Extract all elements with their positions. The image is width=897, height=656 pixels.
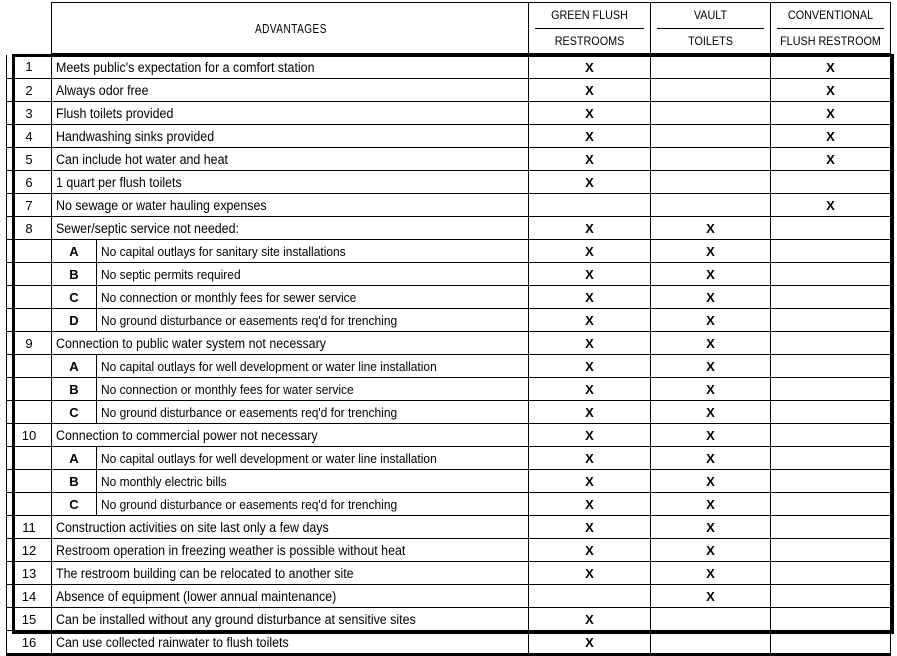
- table-row: [7, 263, 891, 286]
- row-text: Can be installed without any ground disturbance at sensitive sites: [56, 611, 416, 627]
- row-number-cell: 4: [7, 125, 52, 148]
- header-conventional-line2: FLUSH RESTROOM: [780, 34, 881, 48]
- row-letter-cell: A: [52, 355, 97, 378]
- row-text-cell: [52, 562, 529, 585]
- header-col-green-flush: [529, 3, 651, 55]
- row-text: Connection to public water system not necessary: [56, 335, 326, 351]
- mark-cell-green-flush: X: [529, 493, 651, 516]
- mark-cell-vault: X: [651, 401, 771, 424]
- row-number-cell: 15: [7, 608, 52, 631]
- advantages-comparison-table: [6, 2, 891, 656]
- row-number-cell: 11: [7, 516, 52, 539]
- row-text-cell: [52, 424, 529, 447]
- mark-cell-vault: [651, 171, 771, 194]
- row-text: No capital outlays for well development or water line installation: [101, 450, 437, 466]
- mark-cell-conventional: [771, 378, 891, 401]
- row-text: 1 quart per flush toilets: [56, 174, 182, 190]
- table-row: [7, 562, 891, 585]
- mark-cell-conventional: X: [771, 194, 891, 217]
- mark-cell-green-flush: X: [529, 447, 651, 470]
- row-text-cell: [97, 470, 529, 493]
- mark-cell-vault: X: [651, 585, 771, 608]
- table-row: [7, 332, 891, 355]
- row-number-cell: [7, 286, 52, 309]
- comparison-table-container: [6, 2, 891, 650]
- mark-cell-green-flush: X: [529, 263, 651, 286]
- row-letter-cell: B: [52, 470, 97, 493]
- header-col-conventional: [771, 3, 891, 55]
- mark-cell-conventional: X: [771, 55, 891, 79]
- mark-cell-conventional: [771, 217, 891, 240]
- header-row: [7, 3, 891, 55]
- mark-cell-vault: X: [651, 355, 771, 378]
- row-number-cell: 6: [7, 171, 52, 194]
- row-letter-cell: D: [52, 309, 97, 332]
- mark-cell-green-flush: X: [529, 217, 651, 240]
- table-row: [7, 171, 891, 194]
- mark-cell-conventional: [771, 562, 891, 585]
- table-row: [7, 194, 891, 217]
- mark-cell-conventional: [771, 263, 891, 286]
- table-row: [7, 102, 891, 125]
- row-number-cell: [7, 263, 52, 286]
- row-text-cell: [97, 378, 529, 401]
- row-letter-cell: C: [52, 286, 97, 309]
- mark-cell-vault: [651, 631, 771, 655]
- header-corner-spacer: [7, 3, 52, 55]
- row-number-cell: 8: [7, 217, 52, 240]
- mark-cell-vault: [651, 79, 771, 102]
- mark-cell-conventional: [771, 539, 891, 562]
- mark-cell-conventional: X: [771, 79, 891, 102]
- table-row: [7, 217, 891, 240]
- mark-cell-vault: X: [651, 263, 771, 286]
- row-text: Handwashing sinks provided: [56, 128, 215, 144]
- header-advantages-cell: [80, 3, 500, 55]
- table-row: [7, 240, 891, 263]
- table-row: [7, 55, 891, 79]
- row-number-cell: [7, 447, 52, 470]
- row-text: Connection to commercial power not necessary: [56, 427, 318, 443]
- row-text: No monthly electric bills: [101, 473, 227, 489]
- mark-cell-green-flush: X: [529, 378, 651, 401]
- row-text: No ground disturbance or easements req'd for trenching: [101, 404, 398, 420]
- mark-cell-green-flush: X: [529, 631, 651, 655]
- row-text-cell: [52, 516, 529, 539]
- row-text: The restroom building can be relocated to another site: [56, 565, 354, 581]
- row-text: Absence of equipment (lower annual maintenance): [56, 588, 337, 604]
- mark-cell-vault: X: [651, 447, 771, 470]
- mark-cell-conventional: [771, 332, 891, 355]
- header-green-flush-line2: RESTROOMS: [554, 34, 625, 48]
- mark-cell-conventional: [771, 608, 891, 631]
- table-row: [7, 516, 891, 539]
- table-body: [7, 55, 891, 655]
- mark-cell-vault: [651, 148, 771, 171]
- table-row: [7, 309, 891, 332]
- row-text-cell: [97, 263, 529, 286]
- row-letter-cell: B: [52, 263, 97, 286]
- row-number-cell: 14: [7, 585, 52, 608]
- mark-cell-green-flush: X: [529, 562, 651, 585]
- mark-cell-green-flush: X: [529, 424, 651, 447]
- mark-cell-vault: X: [651, 240, 771, 263]
- mark-cell-conventional: [771, 447, 891, 470]
- row-text-cell: [52, 194, 529, 217]
- row-text-cell: [97, 401, 529, 424]
- mark-cell-green-flush: X: [529, 286, 651, 309]
- row-text: Always odor free: [56, 82, 149, 98]
- row-text-cell: [52, 217, 529, 240]
- mark-cell-vault: X: [651, 516, 771, 539]
- row-number-cell: [7, 378, 52, 401]
- row-text: Meets public's expectation for a comfort station: [56, 59, 315, 75]
- header-conventional-line1: CONVENTIONAL: [777, 3, 884, 29]
- row-number-cell: 10: [7, 424, 52, 447]
- mark-cell-vault: [651, 55, 771, 79]
- mark-cell-conventional: [771, 286, 891, 309]
- row-text-cell: [52, 585, 529, 608]
- table-row: [7, 79, 891, 102]
- table-row: [7, 447, 891, 470]
- mark-cell-vault: [651, 608, 771, 631]
- mark-cell-conventional: [771, 424, 891, 447]
- row-text: No capital outlays for sanitary site installations: [101, 243, 346, 259]
- row-number-cell: 1: [7, 55, 52, 79]
- row-text: Construction activities on site last only a few days: [56, 519, 329, 535]
- row-letter-cell: C: [52, 493, 97, 516]
- row-number-cell: [7, 470, 52, 493]
- header-vault-line2: TOILETS: [688, 34, 733, 48]
- row-number-cell: [7, 240, 52, 263]
- mark-cell-conventional: [771, 240, 891, 263]
- row-number-cell: 5: [7, 148, 52, 171]
- row-number-cell: [7, 309, 52, 332]
- row-number-cell: [7, 355, 52, 378]
- row-text-cell: [52, 102, 529, 125]
- row-text-cell: [52, 332, 529, 355]
- row-letter-cell: A: [52, 240, 97, 263]
- mark-cell-vault: X: [651, 217, 771, 240]
- row-text: No connection or monthly fees for sewer service: [101, 289, 357, 305]
- mark-cell-green-flush: X: [529, 355, 651, 378]
- mark-cell-vault: X: [651, 470, 771, 493]
- row-text-cell: [52, 148, 529, 171]
- mark-cell-green-flush: X: [529, 125, 651, 148]
- mark-cell-green-flush: X: [529, 470, 651, 493]
- row-text-cell: [52, 171, 529, 194]
- row-text: No capital outlays for well development or water line installation: [101, 358, 437, 374]
- mark-cell-green-flush: X: [529, 332, 651, 355]
- mark-cell-conventional: [771, 631, 891, 655]
- row-number-cell: 3: [7, 102, 52, 125]
- header-vault-line1: VAULT: [657, 3, 764, 29]
- mark-cell-conventional: [771, 585, 891, 608]
- mark-cell-vault: X: [651, 562, 771, 585]
- mark-cell-vault: X: [651, 493, 771, 516]
- row-text-cell: [97, 309, 529, 332]
- mark-cell-green-flush: X: [529, 55, 651, 79]
- mark-cell-conventional: [771, 401, 891, 424]
- mark-cell-green-flush: X: [529, 516, 651, 539]
- mark-cell-conventional: X: [771, 125, 891, 148]
- mark-cell-green-flush: X: [529, 240, 651, 263]
- mark-cell-green-flush: [529, 585, 651, 608]
- row-number-cell: [7, 401, 52, 424]
- row-letter-cell: C: [52, 401, 97, 424]
- row-text-cell: [97, 493, 529, 516]
- mark-cell-vault: [651, 102, 771, 125]
- mark-cell-green-flush: X: [529, 171, 651, 194]
- table-row: [7, 125, 891, 148]
- row-text: No ground disturbance or easements req'd for trenching: [101, 312, 398, 328]
- mark-cell-vault: X: [651, 424, 771, 447]
- mark-cell-vault: X: [651, 539, 771, 562]
- row-number-cell: 12: [7, 539, 52, 562]
- row-text-cell: [52, 631, 529, 655]
- row-letter-cell: B: [52, 378, 97, 401]
- row-text: No septic permits required: [101, 266, 241, 282]
- table-row: [7, 378, 891, 401]
- table-row: [7, 585, 891, 608]
- row-text: No ground disturbance or easements req'd for trenching: [101, 496, 398, 512]
- table-row: [7, 148, 891, 171]
- table-header: [7, 3, 891, 55]
- mark-cell-conventional: X: [771, 102, 891, 125]
- header-col-vault: [651, 3, 771, 55]
- mark-cell-conventional: [771, 493, 891, 516]
- mark-cell-conventional: [771, 516, 891, 539]
- row-text-cell: [52, 79, 529, 102]
- row-text-cell: [97, 286, 529, 309]
- mark-cell-green-flush: X: [529, 539, 651, 562]
- header-green-flush-line1: GREEN FLUSH: [535, 3, 644, 29]
- mark-cell-vault: [651, 194, 771, 217]
- row-letter-cell: A: [52, 447, 97, 470]
- mark-cell-vault: X: [651, 286, 771, 309]
- header-advantages-label: ADVANTAGES: [254, 20, 326, 36]
- mark-cell-green-flush: X: [529, 102, 651, 125]
- row-text-cell: [52, 125, 529, 148]
- table-row: [7, 608, 891, 631]
- mark-cell-conventional: [771, 171, 891, 194]
- mark-cell-green-flush: X: [529, 79, 651, 102]
- mark-cell-vault: X: [651, 378, 771, 401]
- mark-cell-vault: X: [651, 332, 771, 355]
- mark-cell-vault: [651, 125, 771, 148]
- table-row: [7, 355, 891, 378]
- row-text-cell: [52, 55, 529, 79]
- row-number-cell: 9: [7, 332, 52, 355]
- row-text-cell: [97, 355, 529, 378]
- mark-cell-vault: X: [651, 309, 771, 332]
- row-text: Can use collected rainwater to flush toilets: [56, 634, 289, 650]
- mark-cell-conventional: [771, 309, 891, 332]
- row-number-cell: 7: [7, 194, 52, 217]
- row-text: Flush toilets provided: [56, 105, 174, 121]
- mark-cell-green-flush: [529, 194, 651, 217]
- row-number-cell: 16: [7, 631, 52, 655]
- mark-cell-conventional: [771, 355, 891, 378]
- row-text: No sewage or water hauling expenses: [56, 197, 267, 213]
- mark-cell-green-flush: X: [529, 401, 651, 424]
- row-number-cell: 13: [7, 562, 52, 585]
- table-row: [7, 424, 891, 447]
- mark-cell-conventional: [771, 470, 891, 493]
- table-row: [7, 286, 891, 309]
- row-text: No connection or monthly fees for water service: [101, 381, 354, 397]
- mark-cell-green-flush: X: [529, 148, 651, 171]
- mark-cell-green-flush: X: [529, 608, 651, 631]
- table-row: [7, 401, 891, 424]
- row-text: Sewer/septic service not needed:: [56, 220, 239, 236]
- row-text-cell: [52, 608, 529, 631]
- row-text: Can include hot water and heat: [56, 151, 228, 167]
- row-number-cell: [7, 493, 52, 516]
- table-row: [7, 493, 891, 516]
- table-row: [7, 470, 891, 493]
- mark-cell-green-flush: X: [529, 309, 651, 332]
- table-row: [7, 539, 891, 562]
- row-text-cell: [52, 539, 529, 562]
- mark-cell-conventional: X: [771, 148, 891, 171]
- row-text-cell: [97, 240, 529, 263]
- table-row: [7, 631, 891, 655]
- row-number-cell: 2: [7, 79, 52, 102]
- row-text-cell: [97, 447, 529, 470]
- row-text: Restroom operation in freezing weather is possible without heat: [56, 542, 406, 558]
